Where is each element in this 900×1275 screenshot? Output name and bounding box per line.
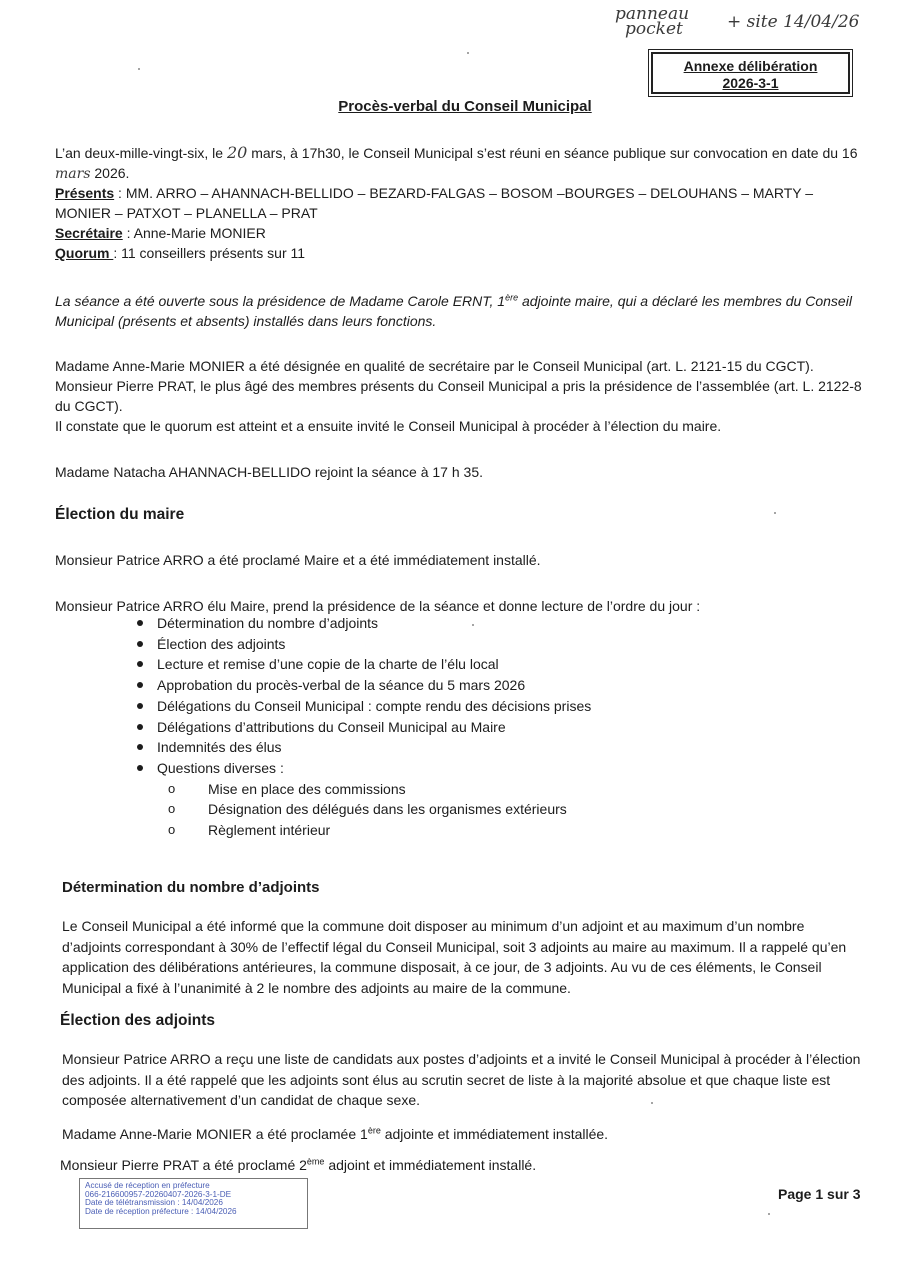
presents-line <box>55 183 865 223</box>
heading-election-maire: Élection du maire <box>55 506 185 523</box>
presents-value: : MM. ARRO – AHANNACH-BELLIDO – BEZARD-FALGAS – BOSOM –BOURGES – DELOUHANS – MARTY – MONIER – PATXOT – PLANELLA – PRAT <box>55 185 814 221</box>
agenda-item: Détermination du nombre d’adjoints <box>157 613 857 634</box>
quorum-value: : 11 conseillers présents sur 11 <box>113 245 306 261</box>
scan-speck <box>651 1102 653 1104</box>
quorum-line <box>55 243 865 263</box>
page-total: 3 <box>852 1186 861 1202</box>
secretaire-line <box>55 223 865 243</box>
member-joins: Madame Natacha AHANNACH-BELLIDO rejoint la séance à 17 h 35. <box>55 464 483 480</box>
opening-text-end: 2026. <box>90 165 130 181</box>
opening-statement-part2: adjointe maire, qui a déclaré les membres du Conseil Municipal (présents et absents) installés dans leurs fonctions. <box>55 293 852 329</box>
intro-block <box>55 143 865 263</box>
agenda-intro: Monsieur Patrice ARRO élu Maire, prend la présidence de la séance et donne lecture de l’ordre du jour : <box>55 598 701 614</box>
heading-nombre-adjoints: Détermination du nombre d’adjoints <box>62 879 320 896</box>
agenda-item: Questions diverses : <box>157 758 857 779</box>
agenda-list <box>157 613 857 841</box>
sub-agenda-item: o Règlement intérieur <box>208 820 857 841</box>
opening-statement-part1: La séance a été ouverte sous la présidence de Madame Carole ERNT, 1 <box>55 293 506 309</box>
agenda-item: Délégations d’attributions du Conseil Municipal au Maire <box>157 717 857 738</box>
first-adjoint-sup: ère <box>367 1125 381 1136</box>
receipt-reference: 066-216600957-20260407-2026-3-1-DE <box>85 1189 232 1199</box>
handwritten-site-date: + site 14/04/26 <box>727 12 860 32</box>
handwritten-annotation <box>615 6 895 46</box>
opening-statement-sup: ère <box>505 292 519 303</box>
agenda-item: Lecture et remise d’une copie de la charte de l’élu local <box>157 654 857 675</box>
page-label: Page <box>778 1186 816 1202</box>
page-separator: sur <box>823 1186 853 1202</box>
secretaire-value: : Anne-Marie MONIER <box>122 225 266 241</box>
receipt-title: Accusé de réception en préfecture <box>85 1181 210 1190</box>
heading-election-adjoints: Élection des adjoints <box>60 1012 216 1029</box>
agenda-item: Élection des adjoints <box>157 634 857 655</box>
scan-speck <box>768 1213 770 1215</box>
secretary-paragraph <box>55 356 865 436</box>
president-designation: Monsieur Pierre PRAT, le plus âgé des membres présents du Conseil Municipal a pris la présidence de l’assemblée (art. L. 2122-8 du CGCT). <box>55 378 862 414</box>
nombre-adjoints-text: Le Conseil Municipal a été informé que la commune doit disposer au minimum d’un adjoint et au maximum d’un nombre d’adjoints correspondant à 30% de l’effectif légal du Conseil Municipal, soit 3 adjoints au maire au maximum. Il a rappelé qu’en application des délibérations antérieures, la commune disposait, à ce jour, de 3 adjoints. Au vu de ces éléments, le Conseil Municipal a fixé à l’unanimité à 2 le nombre des adjoints au maire de la commune. <box>62 918 847 996</box>
second-adjoint-part1: Monsieur Pierre PRAT a été proclamé 2 <box>60 1157 307 1173</box>
first-adjoint-proclaimed <box>62 1124 862 1145</box>
handwritten-word-pocket: pocket <box>625 19 683 39</box>
presents-label: Présents <box>55 185 115 201</box>
second-adjoint-part2: adjoint et immédiatement installé. <box>324 1157 537 1173</box>
scan-speck <box>138 68 140 70</box>
opening-text: L’an deux-mille-vingt-six, le <box>55 145 227 161</box>
handwritten-word-panneau: panneau <box>615 4 690 24</box>
opening-statement <box>55 291 865 331</box>
quorum-label: Quorum <box>55 245 114 261</box>
agenda-item: Délégations du Conseil Municipal : compte rendu des décisions prises <box>157 696 857 717</box>
session-opening <box>55 143 865 183</box>
receipt-reception-date: Date de réception préfecture : 14/04/2026 <box>85 1206 237 1216</box>
page-number <box>778 1186 861 1202</box>
receipt-transmission-date: Date de télétransmission : 14/04/2026 <box>85 1198 223 1208</box>
scan-speck <box>774 512 776 514</box>
handwritten-month: mars <box>55 166 91 182</box>
agenda-item: Approbation du procès-verbal de la séance du 5 mars 2026 <box>157 675 857 696</box>
scan-speck <box>472 624 474 626</box>
annexe-deliberation-box <box>651 52 850 94</box>
annexe-number: 2026-3-1 <box>722 75 779 91</box>
sub-agenda-item: o Désignation des délégués dans les organismes extérieurs <box>208 799 857 820</box>
quorum-reached: Il constate que le quorum est atteint et a ensuite invité le Conseil Municipal à procéder à l’élection du maire. <box>55 418 722 434</box>
scan-speck <box>467 52 469 54</box>
secretary-designation: Madame Anne-Marie MONIER a été désignée en qualité de secrétaire par le Conseil Municipal (art. L. 2121-15 du CGCT). <box>55 358 814 374</box>
second-adjoint-proclaimed <box>60 1155 860 1176</box>
handwritten-day: 20 <box>226 143 248 162</box>
maire-proclaimed: Monsieur Patrice ARRO a été proclamé Maire et a été immédiatement installé. <box>55 552 541 568</box>
page-current: 1 <box>815 1186 824 1202</box>
election-adjoints-text: Monsieur Patrice ARRO a reçu une liste de candidats aux postes d’adjoints et a invité le Conseil Municipal à procéder à l’élection des adjoints. Il a été rappelé que les adjoints sont élus au scrutin secret de liste à la majorité absolue et que chaque liste est composée alternativement d’un candidat de chaque sexe. <box>62 1051 861 1108</box>
prefecture-receipt-stamp <box>79 1178 308 1229</box>
second-adjoint-sup: ème <box>306 1156 325 1167</box>
agenda-item: Indemnités des élus <box>157 737 857 758</box>
opening-text-2: mars, à 17h30, le Conseil Municipal s’est réuni en séance publique sur convocation en date du 16 <box>247 145 858 161</box>
secretaire-label: Secrétaire <box>55 225 123 241</box>
first-adjoint-part1: Madame Anne-Marie MONIER a été proclamée 1 <box>62 1126 368 1142</box>
sub-agenda-item: o Mise en place des commissions <box>208 779 857 800</box>
first-adjoint-part2: adjointe et immédiatement installée. <box>380 1126 609 1142</box>
annexe-label: Annexe délibération <box>683 58 818 74</box>
page-title: Procès-verbal du Conseil Municipal <box>338 98 592 115</box>
